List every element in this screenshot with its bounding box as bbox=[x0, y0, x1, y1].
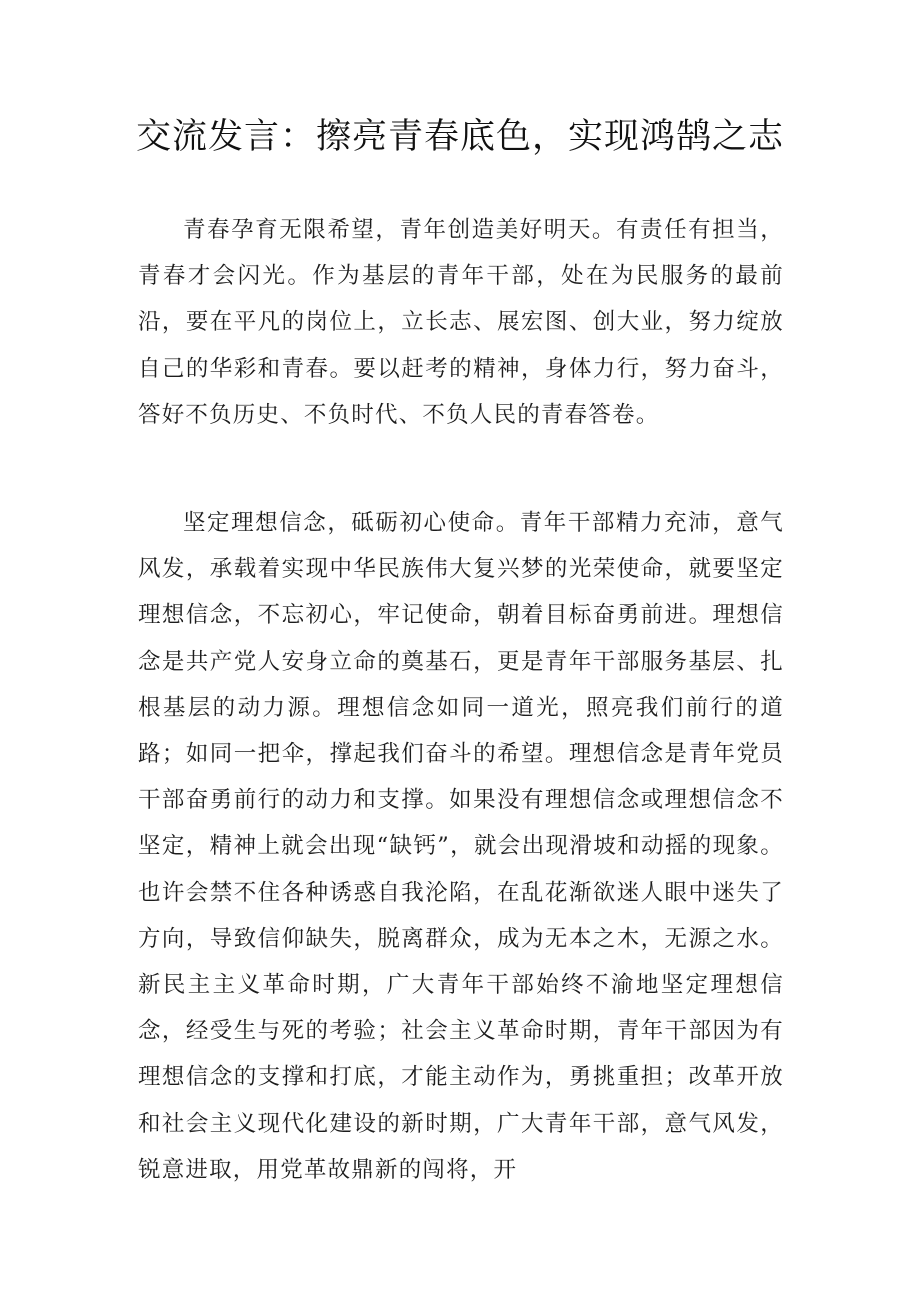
document-title: 交流发言：擦亮青春底色，实现鸿鹄之志 bbox=[135, 117, 784, 157]
body-paragraph-1: 青春孕育无限希望，青年创造美好明天。有责任有担当，青春才会闪光。作为基层的青年干部，处在为民服务的最前沿，要在平凡的岗位上，立长志、展宏图、创大业，努力绽放自己的华彩和青春。要以赶考的精神，身体力行，努力奋斗，答好不负历史、不负时代、不负人民的青春答卷。 bbox=[138, 217, 784, 428]
body-paragraph-2: 坚定理想信念，砥砺初心使命。青年干部精力充沛，意气风发，承载着实现中华民族伟大复兴梦的光荣使命，就要坚定理想信念，不忘初心，牢记使命，朝着目标奋勇前进。理想信念是共产党人安身立命的奠基石，更是青年干部服务基层、扎根基层的动力源。理想信念如同一道光，照亮我们前行的道路；如同一把伞，撑起我们奋斗的希望。理想信念是青年党员干部奋勇前行的动力和支撑。如果没有理想信念或理想信念不坚定，精神上就会出现“缺钙”，就会出现滑坡和动摇的现象。也许会禁不住各种诱惑自我沦陷，在乱花渐欲迷人眼中迷失了方向，导致信仰缺失，脱离群众，成为无本之木，无源之水。新民主主义革命时期，广大青年干部始终不渝地坚定理想信念，经受生与死的考验；社会主义革命时期，青年干部因为有理想信念的支撑和打底，才能主动作为，勇挑重担；改革开放和社会主义现代化建设的新时期，广大青年干部，意气风发，锐意进取，用党革故鼎新的闯将，开 bbox=[138, 510, 784, 1183]
